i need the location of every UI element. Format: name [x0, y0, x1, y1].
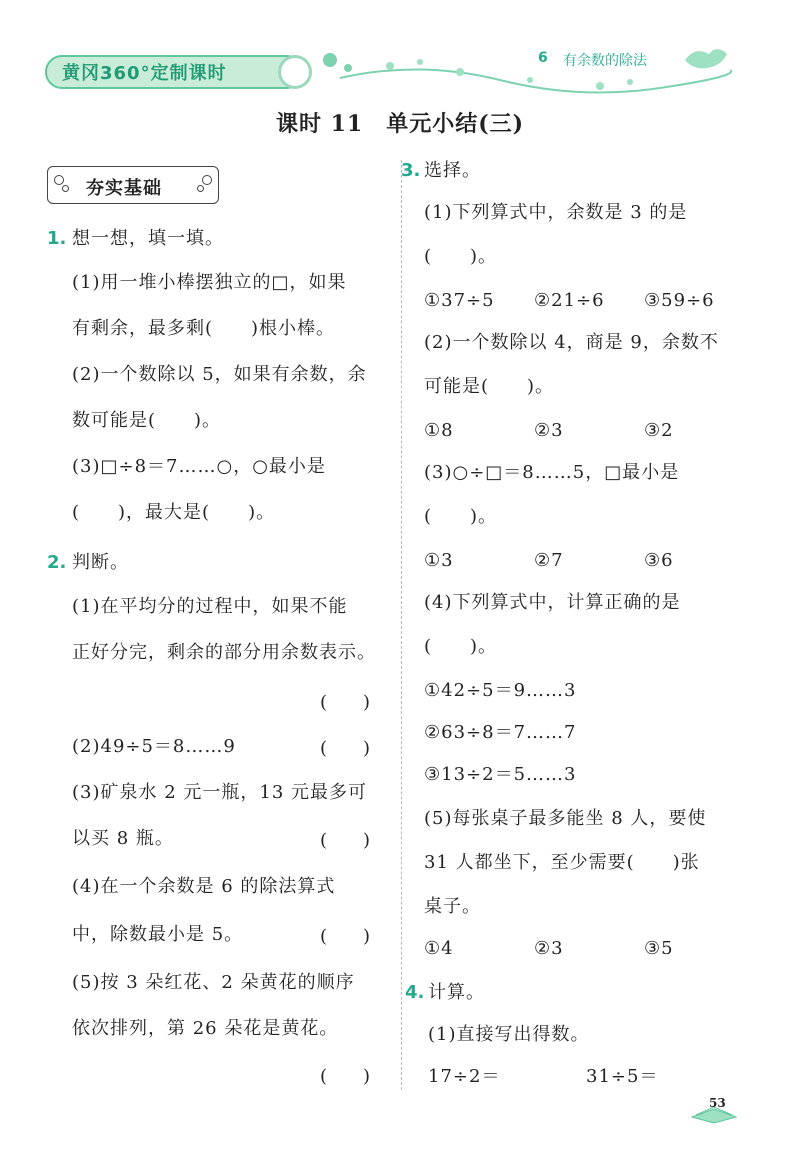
- option[interactable]: ①42÷5＝9……3: [424, 680, 577, 701]
- option[interactable]: ②7: [534, 550, 564, 571]
- q1-line: 数可能是( )。: [72, 410, 222, 431]
- option[interactable]: ②63÷8＝7……7: [424, 722, 577, 743]
- q3-line: (1)下列算式中，余数是 3 的是: [424, 202, 688, 223]
- q3-line: ( )。: [424, 636, 498, 657]
- q2-line: (5)按 3 朵红花、2 朵黄花的顺序: [72, 972, 355, 993]
- section-label: 夯实基础: [86, 178, 162, 199]
- q1-line: (3)□÷8＝7……○，○最小是: [72, 456, 326, 477]
- option[interactable]: ①4: [424, 938, 454, 959]
- question-number-1: 1.: [47, 228, 67, 249]
- q1-line: (1)用一堆小棒摆独立的□，如果: [72, 272, 347, 293]
- option[interactable]: ②21÷6: [534, 290, 605, 311]
- q2-line: (4)在一个余数是 6 的除法算式: [72, 876, 336, 897]
- q3-line: (3)○÷□＝8……5，□最小是: [424, 462, 680, 483]
- q2-line: (2)49÷5＝8……9: [72, 736, 236, 757]
- q2-line: (1)在平均分的过程中，如果不能: [72, 596, 348, 617]
- q3-line: ( )。: [424, 506, 498, 527]
- q1-line: ( )，最大是( )。: [72, 502, 276, 523]
- chapter-name: 有余数的除法: [563, 53, 647, 69]
- answer-paren[interactable]: ( ): [320, 830, 371, 851]
- q3-line: 可能是( )。: [424, 376, 555, 397]
- answer-paren[interactable]: ( ): [320, 1066, 371, 1087]
- q2-line: 依次排列，第 26 朵花是黄花。: [72, 1018, 339, 1039]
- answer-paren[interactable]: ( ): [320, 738, 371, 759]
- chapter-number: 6: [538, 50, 548, 66]
- vine-decoration: [300, 40, 740, 100]
- q2-line: 正好分完，剩余的部分用余数表示。: [72, 642, 376, 663]
- expression[interactable]: 17÷2＝: [428, 1066, 501, 1087]
- question-number-4: 4.: [405, 982, 425, 1003]
- answer-paren[interactable]: ( ): [320, 926, 371, 947]
- option[interactable]: ③6: [644, 550, 674, 571]
- q3-line: 桌子。: [424, 896, 481, 917]
- option[interactable]: ③2: [644, 420, 674, 441]
- option[interactable]: ②3: [534, 938, 564, 959]
- option[interactable]: ③13÷2＝5……3: [424, 764, 577, 785]
- q2-line: (3)矿泉水 2 元一瓶，13 元最多可: [72, 782, 368, 803]
- option[interactable]: ①37÷5: [424, 290, 495, 311]
- question-1-title: 想一想，填一填。: [72, 228, 224, 249]
- q3-line: ( )。: [424, 246, 498, 267]
- q4-subtitle: (1)直接写出得数。: [428, 1024, 590, 1045]
- q1-line: (2)一个数除以 5，如果有余数，余: [72, 364, 367, 385]
- option[interactable]: ②3: [534, 420, 564, 441]
- q1-line: 有剩余，最多剩( )根小棒。: [72, 318, 336, 339]
- answer-paren[interactable]: ( ): [320, 692, 371, 713]
- question-4-title: 计算。: [428, 982, 485, 1003]
- option[interactable]: ①3: [424, 550, 454, 571]
- brand-title: 黄冈360°定制课时: [62, 63, 227, 84]
- question-number-2: 2.: [47, 552, 67, 573]
- column-divider: [401, 160, 402, 1090]
- q3-line: (2)一个数除以 4，商是 9，余数不: [424, 332, 719, 353]
- expression[interactable]: 31÷5＝: [586, 1066, 659, 1087]
- q2-line: 以买 8 瓶。: [72, 828, 174, 849]
- option[interactable]: ①8: [424, 420, 454, 441]
- question-number-3: 3.: [401, 160, 421, 181]
- question-2-title: 判断。: [72, 552, 129, 573]
- q3-line: (4)下列算式中，计算正确的是: [424, 592, 681, 613]
- option[interactable]: ③59÷6: [644, 290, 715, 311]
- q3-line: 31 人都坐下，至少需要( )张: [424, 852, 700, 873]
- question-3-title: 选择。: [424, 160, 481, 181]
- q3-line: (5)每张桌子最多能坐 8 人，要使: [424, 808, 707, 829]
- option[interactable]: ③5: [644, 938, 674, 959]
- q2-line: 中，除数最小是 5。: [72, 924, 244, 945]
- lesson-title: 课时 11 单元小结(三): [275, 111, 525, 137]
- page-number: 53: [709, 1096, 726, 1110]
